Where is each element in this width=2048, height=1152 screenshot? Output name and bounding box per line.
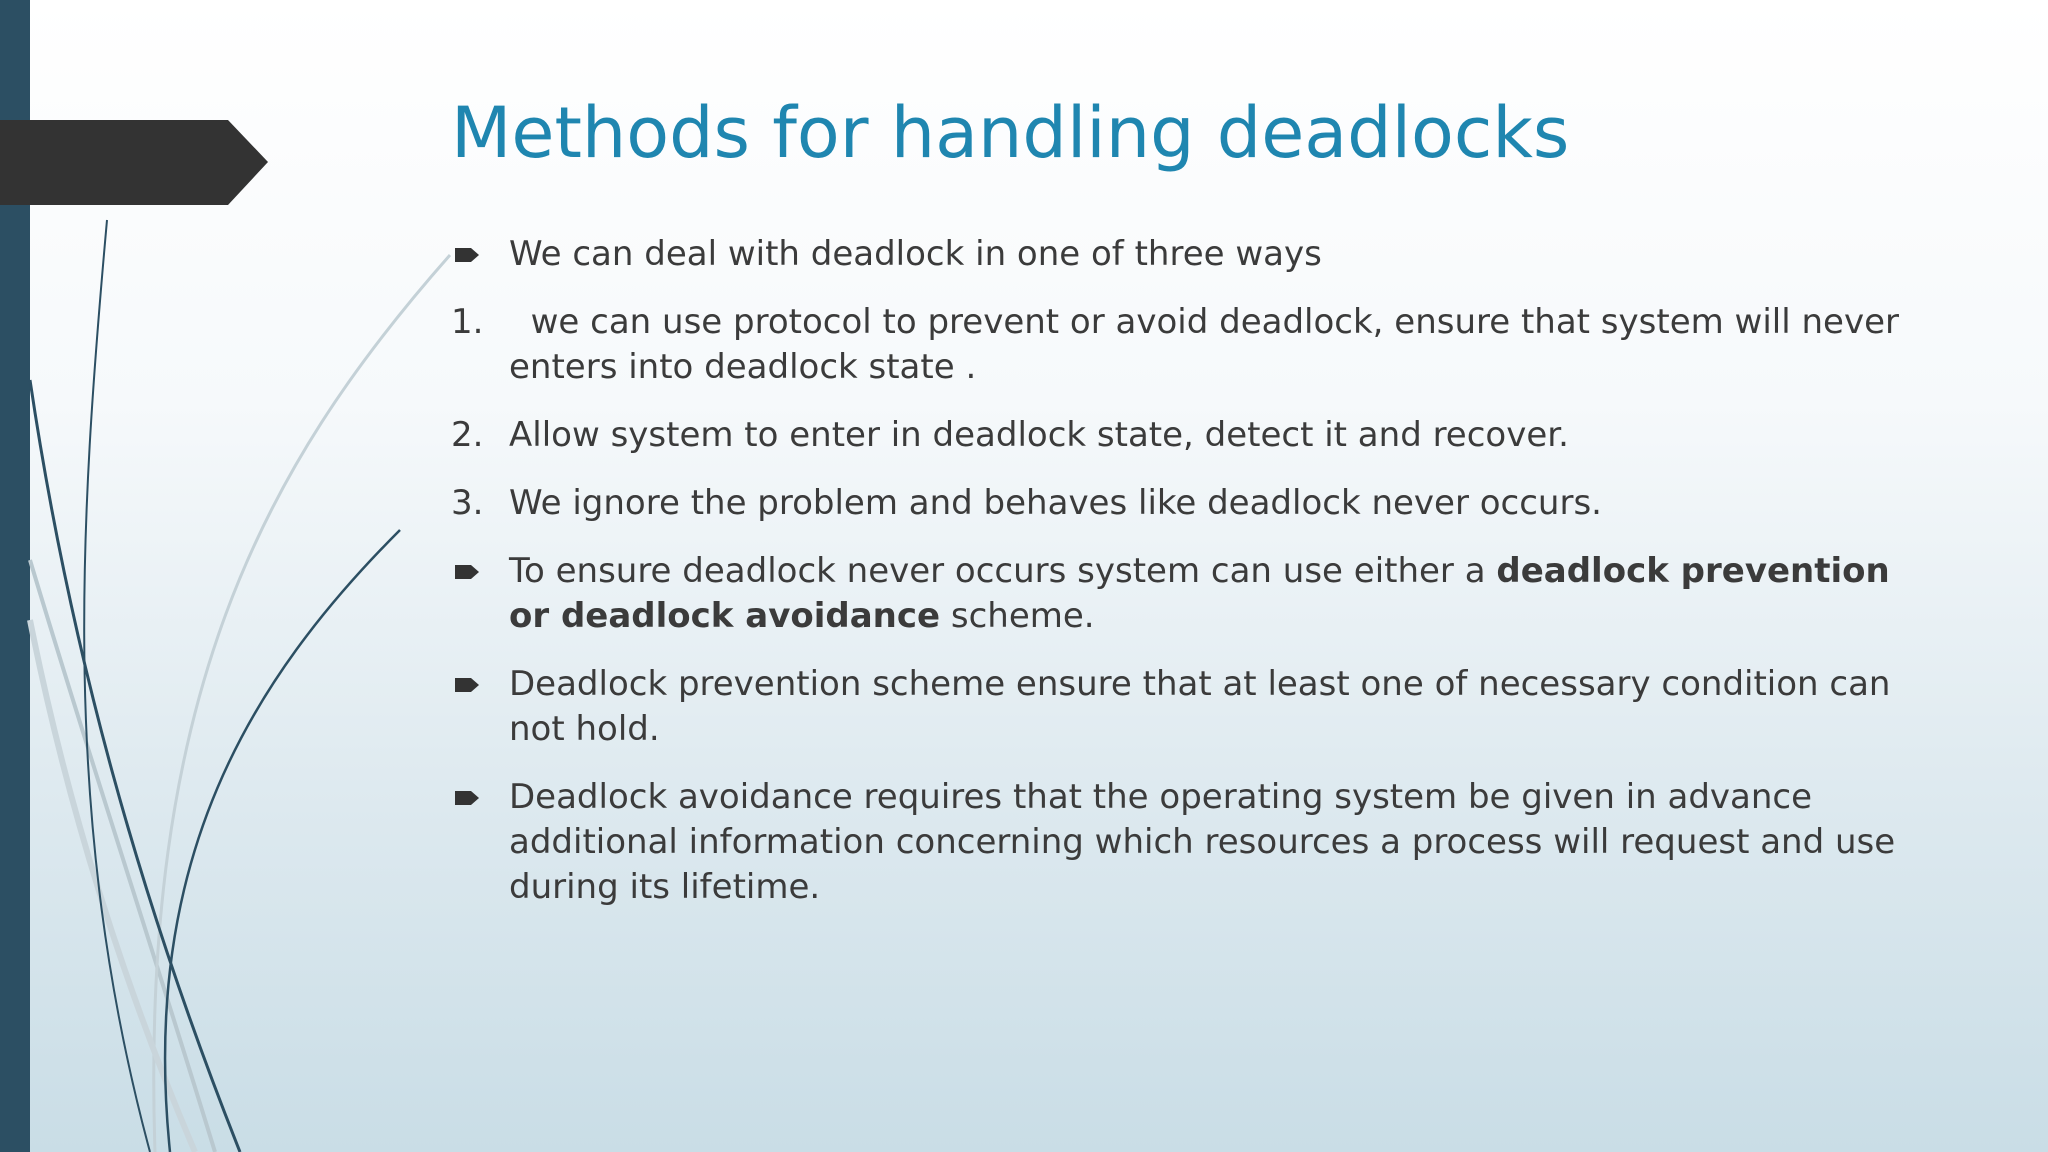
list-item-text-before: To ensure deadlock never occurs system can use either a <box>509 551 1497 591</box>
decor-curve-dark-3 <box>165 530 400 1152</box>
arrow-bullet-icon <box>451 232 501 277</box>
list-number: 2. <box>451 415 484 455</box>
list-item-text: Deadlock avoidance requires that the operating system be given in advance additional information concerning which resources a process will request and use during its lifetime. <box>509 777 1896 907</box>
title-tab-arrow <box>0 120 268 205</box>
list-item-text: we can use protocol to prevent or avoid deadlock, ensure that system will never enters into deadlock state . <box>509 302 1910 387</box>
slide-title: Methods for handling deadlocks <box>451 92 1570 174</box>
decor-curve-light-2 <box>154 255 450 1152</box>
list-item <box>451 232 1911 277</box>
arrow-bullet-icon <box>451 775 501 820</box>
list-item-text: We ignore the problem and behaves like deadlock never occurs. <box>509 483 1602 523</box>
list-item <box>451 481 1911 526</box>
slide-body <box>451 232 1911 933</box>
list-item <box>451 549 1911 639</box>
list-item <box>451 662 1911 752</box>
list-item-text: Allow system to enter in deadlock state, detect it and recover. <box>509 415 1569 455</box>
decor-curve-light-3 <box>30 620 195 1152</box>
list-item <box>451 300 1911 390</box>
list-item-text-after: scheme. <box>940 596 1095 636</box>
arrow-bullet-icon <box>451 549 501 594</box>
arrow-bullet-icon <box>451 662 501 707</box>
list-number: 3. <box>451 483 484 523</box>
list-item <box>451 413 1911 458</box>
list-item-text: We can deal with deadlock in one of three ways <box>509 234 1322 274</box>
decor-curve-light-1 <box>30 560 215 1152</box>
list-item <box>451 775 1911 910</box>
list-item-text: Deadlock prevention scheme ensure that at least one of necessary condition can not hold. <box>509 664 1891 749</box>
list-item-bold-text: deadlock prevention or deadlock avoidance <box>509 551 1890 636</box>
list-item-text <box>509 551 1890 636</box>
list-number: 1. <box>451 302 484 342</box>
